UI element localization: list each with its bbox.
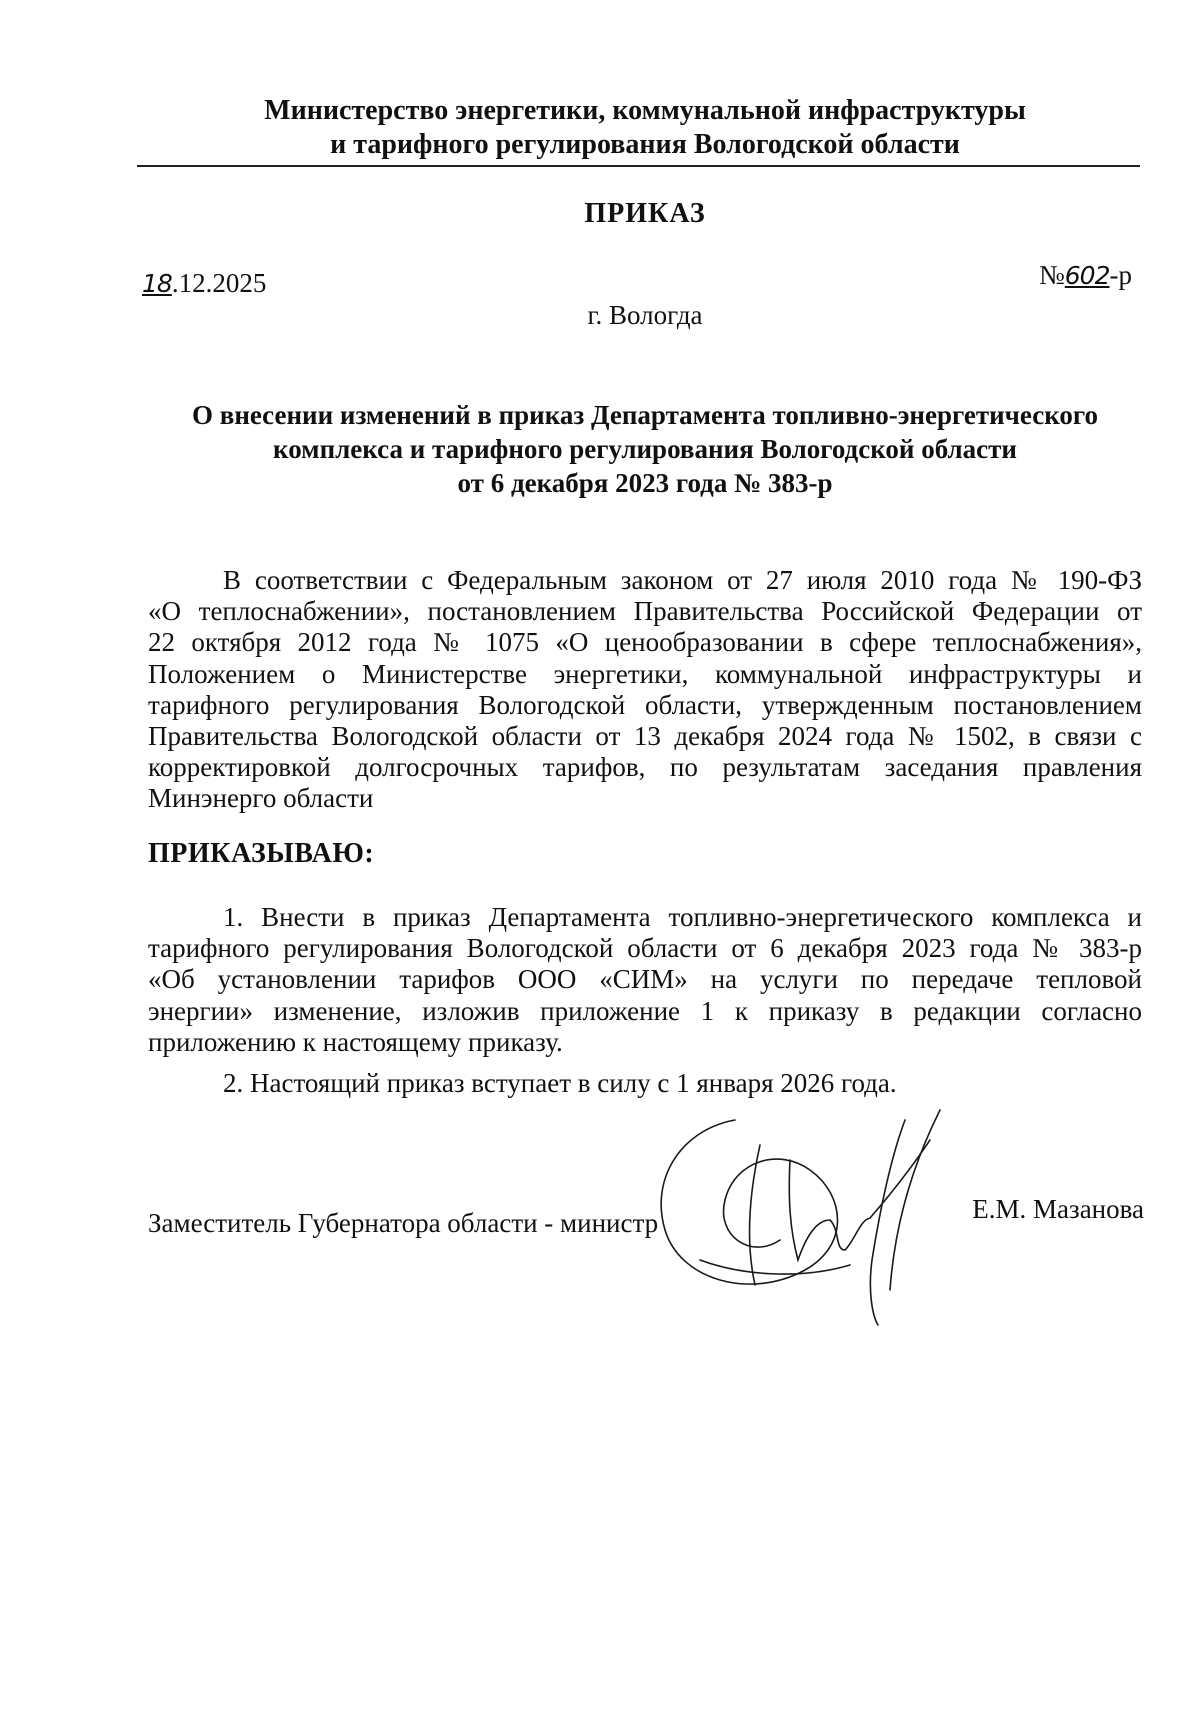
handwritten-day: 18 (142, 269, 172, 298)
subject-line: комплекса и тарифного регулирования Вологодской области (273, 434, 1017, 464)
preamble-line: 22 октября 2012 года № 1075 «О ценообразовании в сфере теплоснабжения», (148, 627, 1142, 658)
preamble-line: Минэнерго области (148, 783, 374, 814)
subject-line: от 6 декабря 2023 года № 383-р (457, 468, 833, 498)
preamble-line: корректировкой долгосрочных тарифов, по результатам заседания правления (148, 752, 1142, 783)
signatory-title: Заместитель Губернатора области - министр (148, 1208, 659, 1238)
preamble-line: «О теплоснабжении», постановлением Правительства Российской Федерации от (148, 596, 1142, 627)
subject-line: О внесении изменений в приказ Департамента топливно-энергетического (191, 400, 1098, 430)
item-line: приложению к настоящему приказу. (148, 1026, 563, 1057)
order-directive-word: ПРИКАЗЫВАЮ: (148, 838, 375, 869)
handwritten-signature (640, 1100, 1000, 1330)
order-subject (150, 398, 1140, 500)
number-suffix: -р (1109, 260, 1132, 290)
preamble-line: тарифного регулирования Вологодской области, утвержденным постановлением (148, 689, 1142, 720)
preamble-paragraph (148, 565, 1142, 815)
number-sign: № (1039, 260, 1065, 290)
item-line: 2. Настоящий приказ вступает в силу с 1 января 2026 года. (223, 1068, 897, 1098)
item-line: 1. Внести в приказ Департамента топливно-энергетического комплекса и (223, 902, 1142, 932)
signatory-name: Е.М. Мазанова (972, 1194, 1144, 1224)
handwritten-number: 602 (1064, 261, 1110, 290)
ministry-name-line-2: и тарифного регулирования Вологодской области (330, 129, 960, 160)
item-line: энергии» изменение, изложив приложение 1 к приказу в редакции согласно (148, 995, 1142, 1026)
order-item-2 (148, 1068, 1142, 1099)
item-line: «Об установлении тарифов ООО «СИМ» на услуги по передаче тепловой (148, 964, 1142, 995)
document-type-title: ПРИКАЗ (584, 198, 706, 229)
preamble-line: В соответствии с Федеральным законом от 27 июля 2010 года № 190-ФЗ (223, 565, 1142, 595)
document-date (142, 268, 266, 299)
date-month-year: .12.2025 (171, 268, 267, 298)
header-divider (137, 165, 1140, 167)
ministry-name-line-1: Министерство энергетики, коммунальной инфраструктуры (264, 95, 1026, 126)
order-item-1 (148, 902, 1142, 1058)
preamble-line: Правительства Вологодской области от 13 декабря 2024 года № 1502, в связи с (148, 721, 1142, 752)
document-number (1039, 260, 1132, 291)
preamble-line: Положением о Министерстве энергетики, коммунальной инфраструктуры и (148, 658, 1142, 689)
item-line: тарифного регулирования Вологодской области от 6 декабря 2023 года № 383-р (148, 933, 1142, 964)
city: г. Вологда (587, 300, 703, 330)
